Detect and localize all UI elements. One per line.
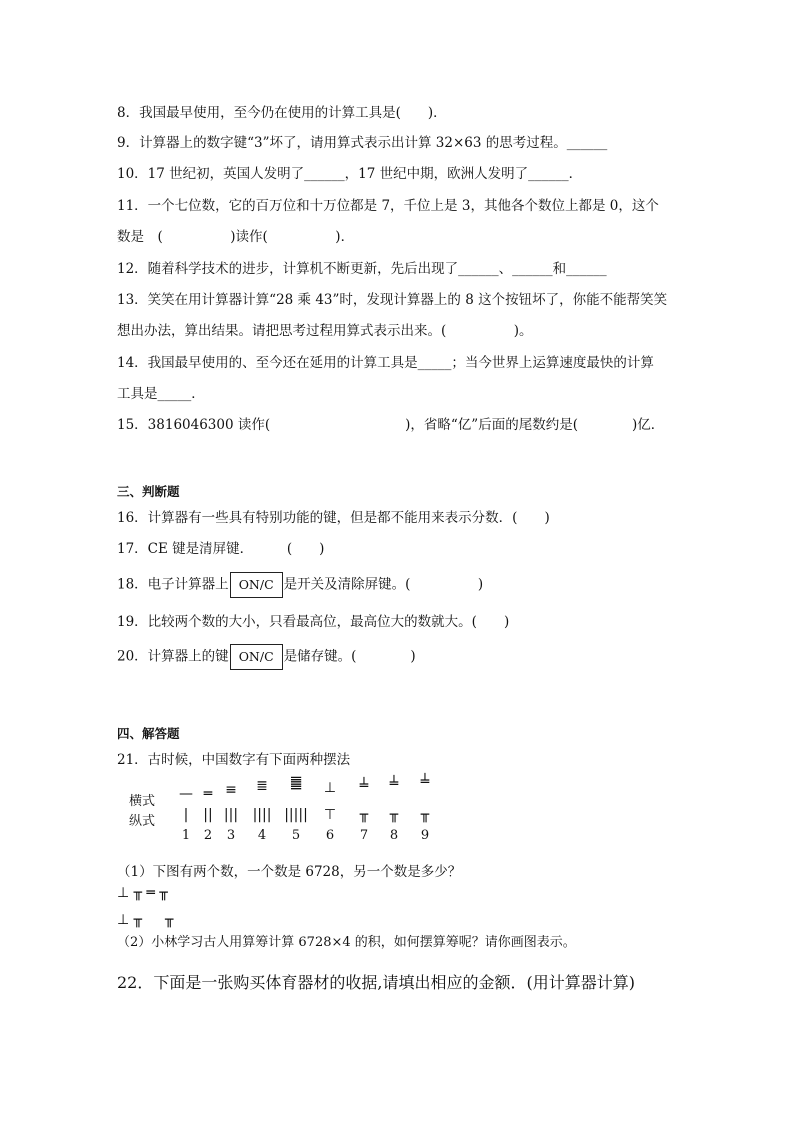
rod-v-4: |||| bbox=[252, 807, 272, 823]
rod-number-2: 2 bbox=[203, 828, 213, 843]
question-17: 17．CE 键是清屏键． ( ) bbox=[117, 541, 325, 557]
rod-number-line-1: ⊥ ╥ ═ ╥ bbox=[117, 885, 168, 901]
question-11-line1: 11．一个七位数，它的百万位和十万位都是 7，千位上是 3，其他各个数位上都是 0，这个 bbox=[117, 198, 659, 214]
rod-v-1: | bbox=[183, 807, 189, 823]
question-20-suffix: 是储存键。( ) bbox=[283, 648, 416, 665]
rod-h-4: ≣ bbox=[256, 778, 268, 794]
rod-h-1: — bbox=[179, 786, 193, 802]
on-c-key-box: ON/C bbox=[230, 572, 283, 598]
question-13-line2: 想出办法，算出结果。请把思考过程用算式表示出来。( )。 bbox=[117, 323, 533, 339]
question-21-part-2: （2）小林学习古人用算筹计算 6728×4 的积，如何摆算筹呢？请你画图表示。 bbox=[117, 935, 576, 950]
rod-h-5: ䷀ bbox=[289, 775, 303, 791]
rod-v-9: ╥ bbox=[420, 807, 430, 823]
question-18-suffix: 是开关及清除屏键。( ) bbox=[283, 576, 484, 593]
rod-number-line-2: ⊥ ╥ ╥ bbox=[117, 912, 174, 928]
rod-h-7: ╧ bbox=[359, 778, 369, 794]
question-14-line2: 工具是_____． bbox=[117, 386, 205, 402]
rod-h-9: ╧ bbox=[420, 774, 430, 790]
question-19: 19．比较两个数的大小，只看最高位，最高位大的数就大。( ) bbox=[117, 614, 510, 630]
vertical-label: 纵式 bbox=[129, 814, 156, 829]
rod-v-7: ╥ bbox=[359, 807, 369, 823]
rod-number-1: 1 bbox=[181, 828, 191, 843]
rod-number-9: 9 bbox=[420, 828, 430, 843]
question-22: 22．下面是一张购买体育器材的收据,请填出相应的金额．(用计算器计算) bbox=[117, 973, 635, 992]
rod-v-8: ╥ bbox=[389, 807, 399, 823]
rod-h-8: ╧ bbox=[389, 776, 399, 792]
rod-v-5: ||||| bbox=[284, 807, 308, 823]
question-15: 15．3816046300 读作( )，省略“亿”后面的尾数约是( )亿． bbox=[117, 417, 665, 433]
rod-number-8: 8 bbox=[389, 828, 399, 843]
rod-number-4: 4 bbox=[257, 828, 267, 843]
question-12: 12．随着科学技术的进步，计算机不断更新，先后出现了______、______和______ bbox=[117, 261, 607, 277]
question-18 bbox=[117, 572, 483, 598]
rod-v-6: ⊤ bbox=[323, 807, 337, 823]
question-21-part-1: （1）下图有两个数，一个数是 6728，另一个数是多少？ bbox=[117, 864, 462, 880]
question-20 bbox=[117, 644, 416, 670]
question-16: 16．计算器有一些具有特别功能的键，但是都不能用来表示分数．( ) bbox=[117, 510, 550, 526]
question-8: 8．我国最早使用，至今仍在使用的计算工具是( )． bbox=[117, 105, 447, 121]
horizontal-label: 横式 bbox=[129, 794, 156, 809]
question-18-prefix: 18．电子计算器上 bbox=[117, 576, 229, 593]
rod-v-3: ||| bbox=[223, 807, 239, 823]
question-11-line2: 数是 ( )读作( )． bbox=[117, 229, 355, 245]
question-14-line1: 14．我国最早使用的、至今还在延用的计算工具是_____；当今世界上运算速度最快的计算 bbox=[117, 355, 654, 371]
rod-number-7: 7 bbox=[359, 828, 369, 843]
question-9: 9．计算器上的数字键“3”坏了，请用算式表示出计算 32×63 的思考过程。______ bbox=[117, 135, 608, 151]
rod-h-2: ═ bbox=[203, 786, 213, 802]
on-c-key-box: ON/C bbox=[230, 644, 283, 670]
rod-number-5: 5 bbox=[291, 828, 301, 843]
section-4-title: 四、解答题 bbox=[117, 726, 180, 741]
rod-number-3: 3 bbox=[226, 828, 236, 843]
rod-v-2: || bbox=[203, 807, 213, 823]
rod-h-3: ≡ bbox=[225, 782, 237, 798]
rod-number-6: 6 bbox=[325, 828, 335, 843]
question-21: 21．古时候，中国数字有下面两种摆法 bbox=[117, 752, 351, 768]
question-10: 10．17 世纪初，英国人发明了______，17 世纪中期，欧洲人发明了______． bbox=[117, 166, 583, 182]
question-13-line1: 13．笑笑在用计算器计算“28 乘 43”时，发现计算器上的 8 这个按钮坏了，你能不能帮笑笑 bbox=[117, 292, 668, 308]
rod-h-6: ⊥ bbox=[323, 780, 337, 796]
question-20-prefix: 20．计算器上的键 bbox=[117, 648, 229, 665]
section-3-title: 三、判断题 bbox=[117, 484, 180, 499]
